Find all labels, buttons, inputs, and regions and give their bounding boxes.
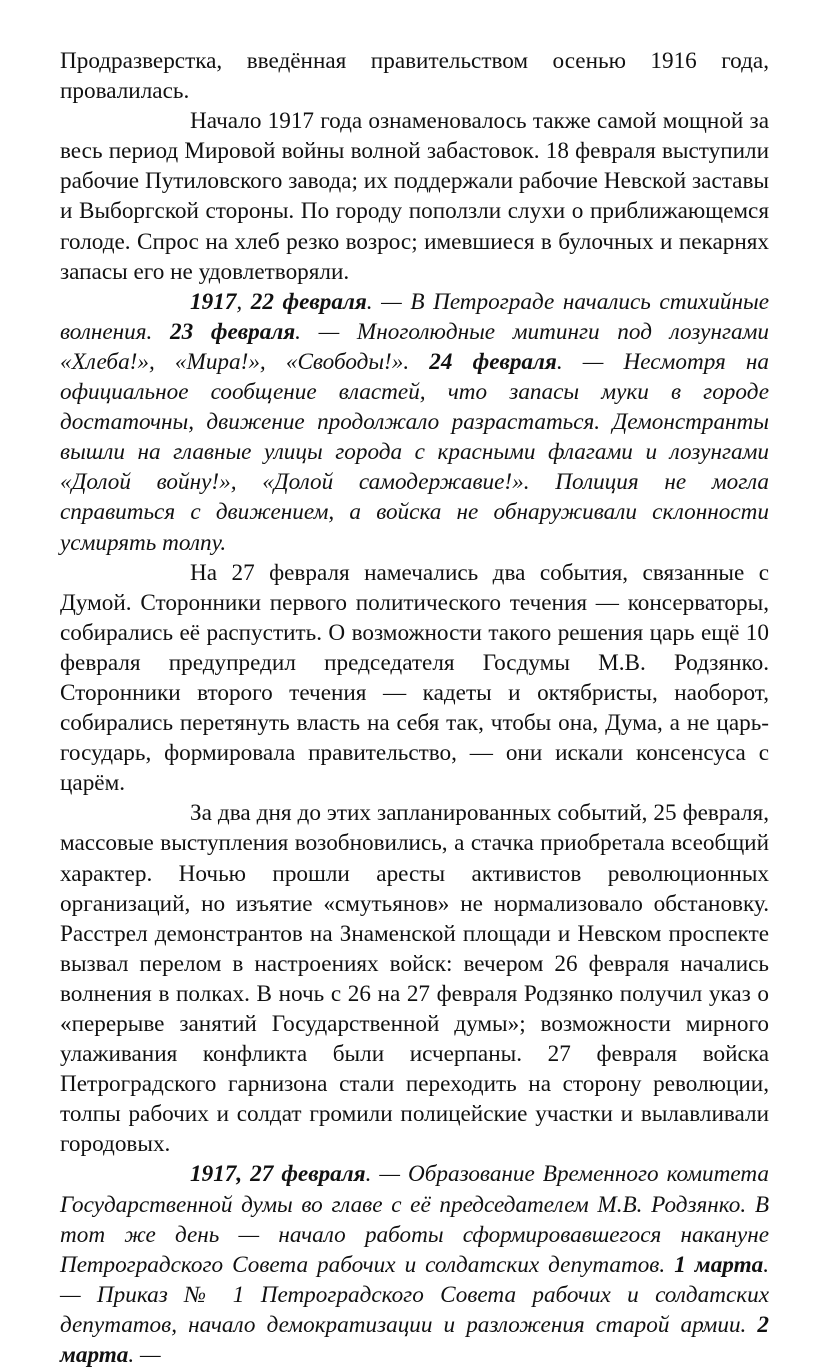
chronicle-date: 23 февраля <box>170 318 296 345</box>
chronicle-text: . — Несмотря на официальное сообщение властей, что запасы муки в городе достаточны, движение продолжало разрастаться. Демонстранты вышли на главные улицы города с красными флагами и лозунгами «Долой войну!», «Долой самодержавие!». Полиция не могла справиться с движением, а войска не обнаруживали склонности усмирять толпу. <box>60 348 769 556</box>
chronicle-february-22-24 <box>60 287 769 558</box>
chronicle-text: . — <box>128 1342 161 1369</box>
chronicle-february-27-march-2 <box>60 1159 769 1370</box>
chronicle-text: . — В Петрограде начались стихийные волнения. <box>60 288 770 345</box>
chronicle-text: , <box>236 288 251 315</box>
paragraph-prodrazverstka: Продразверстка, введённая правительством осенью 1916 года, провалилась. <box>60 48 769 105</box>
chronicle-text: . — Многолюдные митинги под лозунгами «Хлеба!», «Мира!», «Свободы!». <box>60 318 769 375</box>
chronicle-date: 1917, 27 февраля <box>190 1161 366 1188</box>
chronicle-date: 1 марта <box>674 1251 764 1278</box>
paragraph-duma-events: На 27 февраля намечались два события, связанные с Думой. Сторонники первого политического течения — консерваторы, собирались её распустить. О возможности такого решения царь ещё 10 февраля предупредил председателя Госдумы М.В. Родзянко. Сторонники второго течения — кадеты и октябристы, наоборот, собирались перетянуть власть на себя так, чтобы она, Дума, а не царь-государь, формировала правительство, — они искали консенсуса с царём. <box>60 559 769 797</box>
chronicle-text: . — Образование Временного комитета Государственной думы во главе с её председателем М.В. Родзянко. В тот же день — начало работы сформировавшегося накануне Петроградского Совета рабочих и солдатских депутатов. <box>60 1161 769 1278</box>
paragraph-strike-wave: Начало 1917 года ознаменовалось также самой мощной за весь период Мировой войны волной забастовок. 18 февраля выступили рабочие Путиловского завода; их поддержали рабочие Невской заставы и Выборгской стороны. По городу поползли слухи о приближающемся голоде. Спрос на хлеб резко возрос; имевшиеся в булочных и пекарнях запасы его не удовлетворяли. <box>60 108 769 285</box>
chronicle-date: 24 февраля <box>429 348 557 375</box>
document-page <box>60 46 769 1370</box>
chronicle-date: 22 февраля <box>250 288 367 315</box>
chronicle-date: 2 марта <box>60 1311 769 1369</box>
paragraph-mass-protests: За два дня до этих запланированных событий, 25 февраля, массовые выступления возобновились, а стачка приобретала всеобщий характер. Ночью прошли аресты активистов революционных организаций, но изъятие «смутьянов» не нормализовало обстановку. Расстрел демонстрантов на Знаменской площади и Невском проспекте вызвал перелом в настроениях войск: вечером 26 февраля начались волнения в полках. В ночь с 26 на 27 февраля Родзянко получил указ о «перерыве занятий Государственной думы»; возможности мирного улаживания конфликта были исчерпаны. 27 февраля войска Петроградского гарнизона стали переходить на сторону революции, толпы рабочих и солдат громили полицейские участки и вылавливали городовых. <box>60 800 769 1158</box>
chronicle-text: . — Приказ № 1 Петроградского Совета рабочих и солдатских депутатов, начало демократизации и разложения старой армии. <box>60 1251 769 1338</box>
chronicle-date: 1917 <box>190 288 237 315</box>
